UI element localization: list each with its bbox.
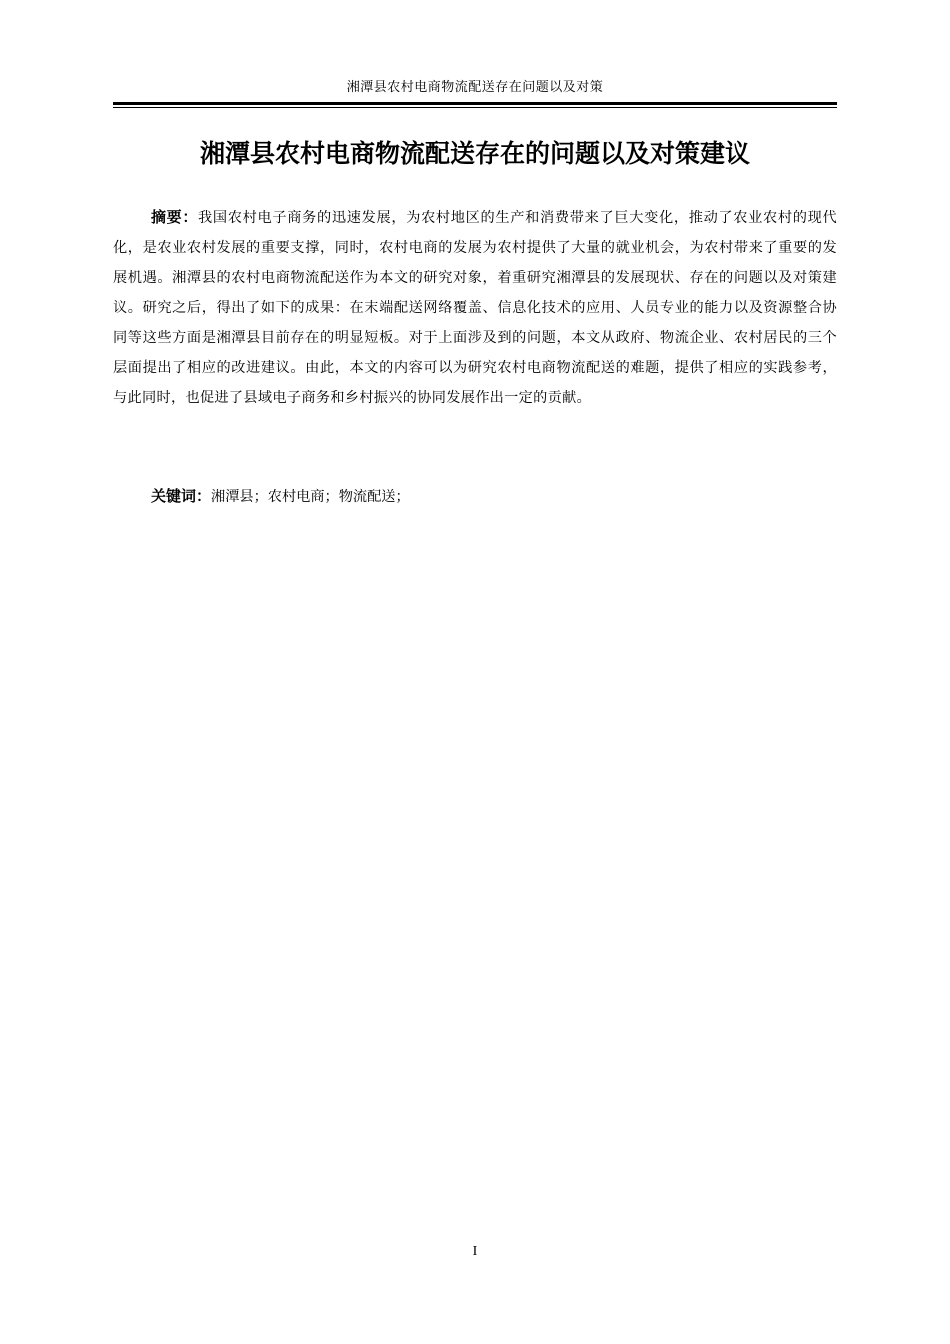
abstract-label: 摘要： bbox=[151, 208, 199, 226]
running-header: 湘潭县农村电商物流配送存在问题以及对策 bbox=[346, 80, 604, 95]
header-rule-thin bbox=[113, 107, 837, 108]
keywords-text: 湘潭县；农村电商；物流配送； bbox=[211, 489, 410, 505]
abstract-paragraph bbox=[113, 202, 837, 413]
page-number: I bbox=[472, 1244, 478, 1259]
document-title: 湘潭县农村电商物流配送存在的问题以及对策建议 bbox=[199, 139, 750, 168]
keywords-line bbox=[151, 482, 837, 511]
header-rule-thick bbox=[113, 102, 837, 105]
abstract-text: 我国农村电子商务的迅速发展，为农村地区的生产和消费带来了巨大变化，推动了农业农村的现代化，是农业农村发展的重要支撑，同时，农村电商的发展为农村提供了大量的就业机会，为农村带来了重要的发展机遇。湘潭县的农村电商物流配送作为本文的研究对象，着重研究湘潭县的发展现状、存在的问题以及对策建议。研究之后，得出了如下的成果：在末端配送网络覆盖、信息化技术的应用、人员专业的能力以及资源整合协同等这些方面是湘潭县目前存在的明显短板。对于上面涉及到的问题，本文从政府、物流企业、农村居民的三个层面提出了相应的改进建议。由此，本文的内容可以为研究农村电商物流配送的难题，提供了相应的实践参考，与此同时，也促进了县域电子商务和乡村振兴的协同发展作出一定的贡献。 bbox=[113, 210, 837, 406]
keywords-label: 关键词： bbox=[151, 487, 212, 505]
